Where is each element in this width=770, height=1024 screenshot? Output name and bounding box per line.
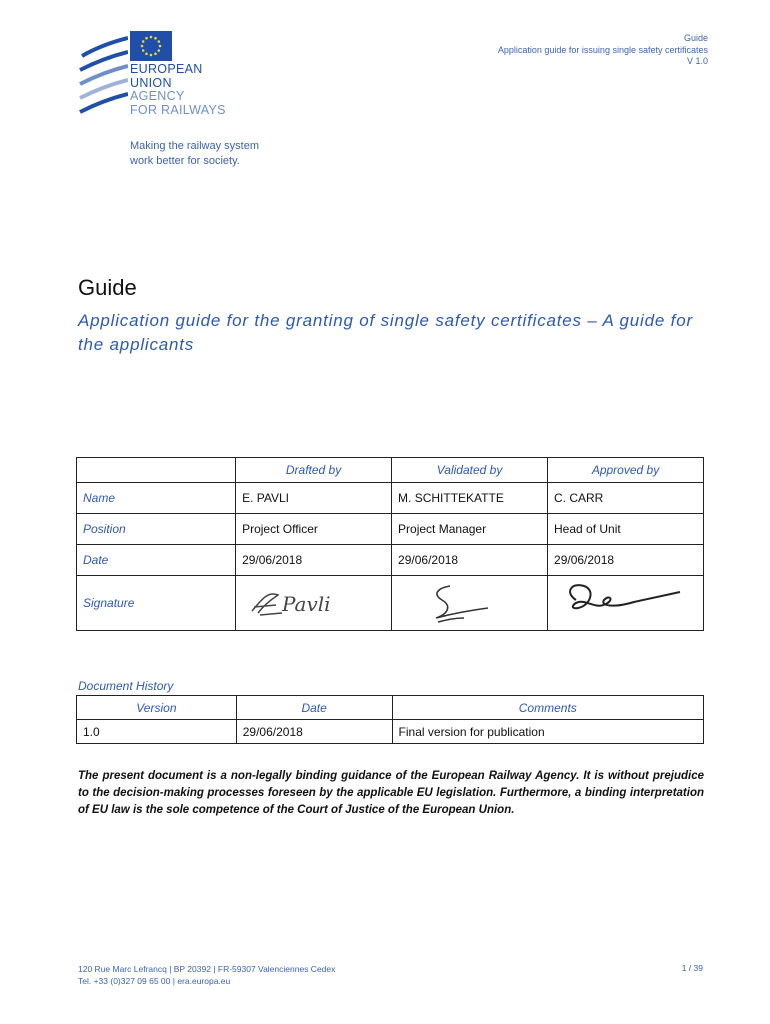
comment-cell: Final version for publication [392, 720, 703, 744]
row-label: Name [77, 483, 236, 514]
row-label: Signature [77, 576, 236, 631]
table-cell: 29/06/2018 [392, 545, 548, 576]
column-header: Comments [392, 696, 703, 720]
table-row [77, 514, 704, 545]
logo-line: EUROPEAN [130, 62, 203, 76]
table-cell: C. CARR [548, 483, 704, 514]
approval-header-row [77, 458, 704, 483]
logo-line: AGENCY [130, 89, 185, 103]
logo-line: FOR RAILWAYS [130, 102, 226, 117]
running-header-version: V 1.0 [686, 56, 708, 66]
table-row [77, 545, 704, 576]
document-history-table [76, 695, 704, 744]
approval-table [76, 457, 704, 631]
running-header-type: Guide [683, 33, 708, 43]
table-cell: M. SCHITTEKATTE [392, 483, 548, 514]
version-cell: 1.0 [77, 720, 237, 744]
table-cell: E. PAVLI [236, 483, 392, 514]
running-header [498, 33, 708, 68]
agency-logo-text [130, 63, 226, 117]
row-label: Date [77, 545, 236, 576]
disclaimer: The present document is a non-legally binding guidance of the European Railway Agency. It is without prejudice to the decision-making processes foreseen by the applicable EU legislation. Furthermore, a binding interpretation of EU law is the sole competence of the Court of Justice of the European Union. [78, 770, 704, 816]
table-row [77, 720, 704, 744]
column-header: Validated by [392, 458, 548, 483]
tagline [130, 139, 259, 169]
tagline-line: Making the railway system [130, 140, 259, 152]
footer-line: Tel. +33 (0)327 09 65 00 | era.europa.eu [78, 976, 231, 986]
signature-pavli [236, 576, 392, 631]
document-title: Application guide for the granting of single safety certificates – A guide for the applicants [78, 311, 693, 354]
column-header: Version [77, 696, 237, 720]
document-history-label: Document History [78, 679, 174, 693]
table-cell: Project Officer [236, 514, 392, 545]
signature-row [77, 576, 704, 631]
column-header: Date [236, 696, 392, 720]
date-cell: 29/06/2018 [236, 720, 392, 744]
document-type: Guide [78, 275, 137, 300]
table-cell: 29/06/2018 [548, 545, 704, 576]
footer-line: 120 Rue Marc Lefrancq | BP 20392 | FR-59307 Valenciennes Cedex [78, 964, 336, 974]
page-number: 1 / 39 [681, 963, 703, 973]
table-cell: Head of Unit [548, 514, 704, 545]
logo-line: UNION [130, 75, 172, 90]
tagline-line: work better for society. [130, 155, 240, 167]
empty-cell [77, 458, 236, 483]
row-label: Position [77, 514, 236, 545]
eu-flag-icon [130, 31, 172, 61]
table-cell: Project Manager [392, 514, 548, 545]
table-row [77, 483, 704, 514]
running-header-title: Application guide for issuing single safety certificates [497, 44, 708, 55]
footer-address [78, 963, 335, 987]
rail-lines-icon [78, 32, 128, 118]
signature-schittekatte [392, 576, 548, 631]
column-header: Approved by [548, 458, 704, 483]
column-header: Drafted by [236, 458, 392, 483]
signature-text: Pavli [282, 592, 331, 616]
signature-carr [548, 576, 704, 631]
history-header-row [77, 696, 704, 720]
table-cell: 29/06/2018 [236, 545, 392, 576]
